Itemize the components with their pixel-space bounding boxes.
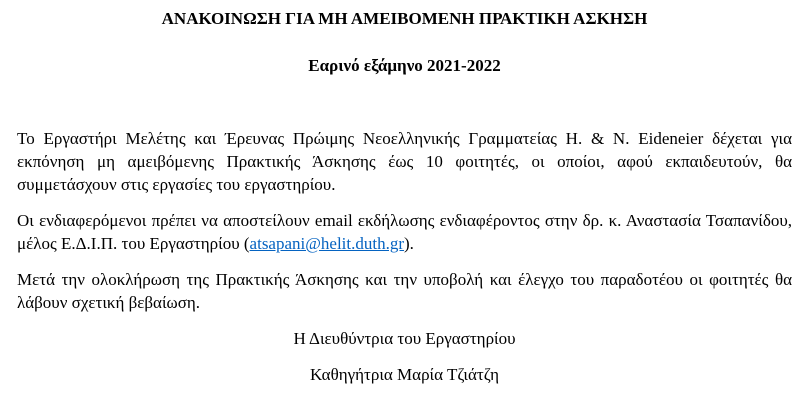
signature-name: Καθηγήτρια Μαρία Τζιάτζη bbox=[310, 365, 499, 384]
announcement-document bbox=[17, 0, 792, 385]
signature-role: Η Διευθύντρια του Εργαστηρίου bbox=[293, 329, 516, 348]
email-link[interactable]: atsapani@helit.duth.gr bbox=[249, 234, 404, 253]
contact-text-before: Οι ενδιαφερόμενοι πρέπει να αποστείλουν email εκδήλωσης ενδιαφέροντος στην δρ. κ. Αναστασία Τσαπανίδου, μέλος Ε.Δ.Ι.Π. του Εργαστηρίου ( bbox=[17, 211, 792, 253]
contact-text-after: ). bbox=[404, 234, 414, 253]
announcement-title: ΑΝΑΚΟΙΝΩΣΗ ΓΙΑ ΜΗ ΑΜΕΙΒΟΜΕΝΗ ΠΡΑΚΤΙΚΗ ΑΣΚΗΣΗ bbox=[161, 9, 648, 28]
paragraph-contact bbox=[17, 209, 792, 255]
paragraph-certificate: Μετά την ολοκλήρωση της Πρακτικής Άσκησης και την υποβολή και έλεγχο του παραδοτέου οι φοιτητές θα λάβουν σχετική βεβαίωση. bbox=[17, 270, 792, 312]
announcement-body bbox=[17, 127, 792, 314]
signature-block bbox=[17, 329, 792, 385]
semester-subtitle: Εαρινό εξάμηνο 2021-2022 bbox=[308, 56, 501, 75]
paragraph-lab-description: Το Εργαστήρι Μελέτης και Έρευνας Πρώιμης Νεοελληνικής Γραμματείας Η. & Ν. Eideneier δέχεται για εκπόνηση μη αμειβόμενης Πρακτικής Άσκησης έως 10 φοιτητές, οι οποίοι, αφού εκπαιδευτούν, θα συμμετάσχουν στις εργασίες του εργαστηρίου. bbox=[17, 129, 792, 194]
